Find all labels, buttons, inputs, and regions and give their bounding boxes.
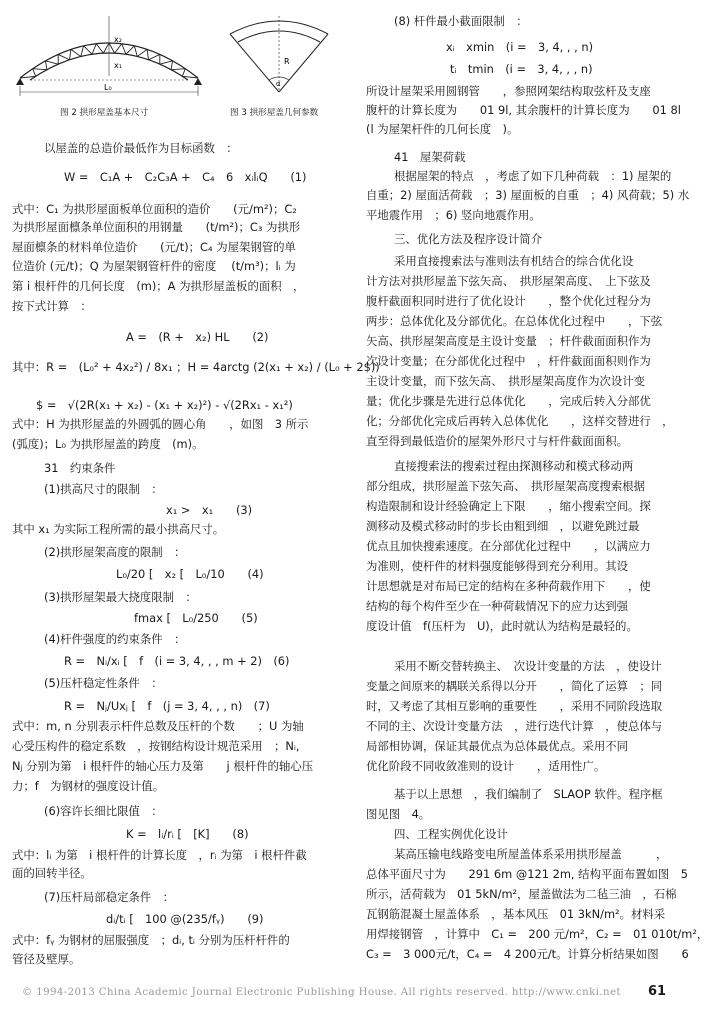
right-text-line-3: tᵢ tmin (i = 3, 4, , , n)	[450, 62, 593, 76]
truss-web-member	[160, 61, 173, 64]
truss-web-member	[33, 69, 36, 77]
right-text-line-27: 为准则，使杆件的材料强度能够得到充分利用。其设	[366, 559, 628, 573]
right-text-line-42: 所示，活荷载为 01 5kN/m²，屋盖做法为二毡三油 ，石棉	[366, 887, 677, 901]
left-text-line-37: 管径及壁厚。	[12, 952, 81, 966]
right-text-line-22: 直接搜索法的搜索过程由探测移动和模式移动两	[394, 459, 634, 473]
right-text-line-26: 优点且加快搜索速度。在分部优化过程中 ，以满应力	[366, 539, 651, 553]
left-text-line-3: 式中：C₁ 为拱形屋面板单位面积的造价 (元/m²)；C₂	[12, 202, 297, 216]
left-text-line-15: (1)拱高尺寸的限制 ：	[44, 482, 163, 496]
truss-web-member	[81, 46, 84, 57]
truss-web-member	[45, 61, 58, 64]
right-text-line-39: 四、工程实例优化设计	[394, 827, 508, 841]
right-text-line-9: 自重；2) 屋面活荷载 ；3) 屋面板的自重 ；4) 风荷载；5) 水	[366, 188, 690, 202]
left-text-line-27: 心受压构件的稳定系数 ，按钢结构设计规范采用 ；Nᵢ,	[12, 739, 300, 753]
right-text-line-33: 时，又考虑了其相互影响的重要性 ，采用不同阶段选取	[366, 699, 663, 713]
left-text-line-7: 第 i 根杆件的几何长度 (m)；A 为拱形屋盖板的面积 ，	[12, 279, 305, 293]
right-text-line-19: 量；优化步骤是先进行总体优化 ，完成后转入分部优	[366, 394, 651, 408]
left-text-line-30: (6)容许长细比限值 ：	[44, 804, 163, 818]
left-text-line-21: fmax [ L₀/250 (5)	[134, 611, 258, 625]
truss-web-member	[134, 46, 137, 57]
left-text-line-5: 屋面檩条的材料单位造价 (元/t)；C₄ 为屋架钢管的单	[12, 240, 296, 254]
right-text-line-41: 总体平面尺寸为 291 6m @121 2m, 结构平面布置如图 5	[366, 867, 688, 881]
fig3-label-r: R	[284, 57, 290, 66]
right-text-line-21: 直至得到最低造价的屋架外形尺寸与杆件截面面积。	[366, 434, 628, 448]
left-text-line-8: 按下式计算 ：	[12, 299, 92, 313]
right-text-line-5: 腹杆的计算长度为 01 9l, 其余腹杆的计算长度为 01 8l	[366, 103, 681, 117]
right-text-line-12: 采用直接搜索法与准则法有机结合的综合优化设	[394, 254, 634, 268]
truss-web-member	[122, 44, 126, 55]
truss-web-member	[58, 54, 69, 59]
truss-web-member	[149, 54, 160, 59]
left-text-line-23: R = Nᵢ/xᵢ [ f (i = 3, 4, , , m + 2) (6)	[64, 654, 290, 668]
truss-web-member	[137, 49, 147, 56]
right-text-line-35: 局部相协调，保证其最优点为总体最优点。采用不同	[366, 739, 628, 753]
truss-web-member	[96, 44, 103, 53]
right-text-line-10: 平地震作用 ；6) 竖向地震作用。	[366, 208, 541, 222]
page-number: 61	[648, 984, 667, 999]
truss-web-member	[70, 49, 71, 59]
figure-3-arch-geometry	[224, 6, 334, 98]
left-text-line-35: dᵢ/tᵢ [ 100 @(235/fᵧ) (9)	[106, 912, 264, 926]
left-text-line-10: 其中：R = (L₀² + 4x₂²) / 8x₁ ；H = 4arctg (2(x₁ + x₂) / (L₀ + 2$))	[12, 360, 380, 374]
right-text-line-13: 计方法对拱形屋盖下弦矢高、 拱形屋架高度、 上下弦及	[366, 274, 651, 288]
truss-web-member	[92, 44, 96, 55]
truss-web-member	[126, 46, 135, 54]
truss-web-member	[171, 61, 173, 70]
truss-web-member	[103, 43, 109, 53]
left-text-line-19: L₀/20 [ x₂ [ L₀/10 (4)	[116, 567, 264, 581]
right-text-line-6: (l 为屋架杆件的几何长度 )。	[366, 122, 519, 136]
right-text-line-36: 优化阶段不同收敛准则的设计 ，适用性广。	[366, 759, 606, 773]
truss-web-member	[33, 69, 47, 70]
right-text-line-2: xᵢ xmin (i = 3, 4, , , n)	[446, 40, 594, 54]
right-text-line-45: C₃ = 3 000元/t，C₄ = 4 200元/t。计算分析结果如图 6	[366, 947, 689, 961]
left-text-line-18: (2)拱形屋架高度的限制 ：	[44, 545, 186, 559]
right-text-line-43: 瓦钢筋混凝土屋盖体系 ，基本风压 01 3kN/m²。材料采	[366, 907, 666, 921]
truss-web-member	[71, 49, 81, 56]
truss-web-member	[45, 61, 46, 70]
left-text-line-26: 式中：m, n 分别表示杆件总数及压杆的个数 ；U 为轴	[12, 719, 304, 733]
right-text-line-31: 采用不断交替转换主、 次设计变量的方法 ，使设计	[394, 659, 662, 673]
left-text-line-2: W = C₁A + C₂C₃A + C₄ 6 xᵢlᵢQ (1)	[64, 170, 307, 184]
left-text-line-1: 以屋盖的总造价最低作为目标函数 ：	[44, 141, 238, 155]
right-text-line-23: 部分组成，拱形屋盖下弦矢高、 拱形屋架高度搜索根据	[366, 479, 646, 493]
left-text-line-34: (7)压杆局部稳定条件 ：	[44, 890, 175, 904]
right-text-line-17: 次设计变量；在分部优化过程中 ，杆件截面面积则作为	[366, 354, 651, 368]
left-text-line-16: x₁ > x₁ (3)	[166, 503, 253, 517]
right-text-line-40: 某高压输电线路变电所屋盖体系采用拱形屋盖 ，	[394, 847, 668, 861]
truss-web-member	[171, 69, 185, 70]
right-text-line-32: 变量之间原来的耦联关系得以分开 ，简化了运算 ；同	[366, 679, 663, 693]
left-text-line-29: 力；f 为钢材的强度设计值。	[12, 779, 165, 793]
fig3-label-alpha: α	[276, 80, 281, 88]
left-text-line-28: Nⱼ 分别为第 i 根杆件的轴心压力及第 j 根杆件的轴心压	[12, 759, 314, 773]
figure-2-arch-truss	[14, 6, 204, 98]
left-text-line-25: R = Nⱼ/Uxⱼ [ f (j = 3, 4, , , n) (7)	[64, 699, 270, 713]
left-text-line-31: K = lᵢ/rᵢ [ [K] (8)	[126, 827, 249, 841]
left-text-line-4: 为拱形屋面檩条单位面积的用钢量 (t/m²)；C₃ 为拱形	[12, 220, 301, 234]
left-text-line-11: $ = √(2R(x₁ + x₂) - (x₁ + x₂)²) - √(2Rx₁ - x₁²)	[36, 398, 293, 412]
left-text-line-9: A = (R + x₂) HL (2)	[126, 330, 269, 344]
truss-web-member	[147, 49, 148, 59]
left-text-line-14: 31 约束条件	[44, 461, 116, 475]
left-text-line-22: (4)杆件强度的约束条件 ：	[44, 632, 186, 646]
right-text-line-16: 矢高、拱形屋架高度是主设计变量 ；杆件截面面积作为	[366, 334, 651, 348]
left-text-line-20: (3)拱形屋架最大挠度限制 ：	[44, 590, 197, 604]
left-text-line-12: 式中：H 为拱形屋盖的外圆弧的圆心角 ，如图 3 所示	[12, 417, 309, 431]
right-text-line-25: 测移动及模式移动时的步长由粗到细 ，以避免跳过最	[366, 519, 640, 533]
figure-3-caption: 图 3 拱形屋盖几何参数	[230, 108, 319, 118]
copyright-footer: © 1994-2013 China Academic Journal Electronic Publishing House. All rights reserved. http://www.cnki.net	[22, 987, 621, 998]
right-text-line-30: 度设计值 f(压杆为 U)，此时就认为结构是最轻的。	[366, 619, 638, 633]
truss-web-member	[109, 43, 115, 53]
right-text-line-7: 41 屋架荷载	[394, 150, 466, 164]
right-text-line-44: 用焊接钢管 ，计算中 C₁ = 200 元/m²，C₂ = 01 010t/m²，	[366, 927, 709, 941]
right-text-line-15: 两步：总体优化及分部优化。在总体优化过程中 ，下弦	[366, 314, 663, 328]
left-text-line-32: 式中：lᵢ 为第 i 根杆件的计算长度 ，rᵢ 为第 i 根杆件截	[12, 848, 307, 862]
right-text-line-8: 根据屋架的特点 ，考虑了如下几种荷载 ：1) 屋架的	[394, 169, 672, 183]
left-text-line-17: 其中 x₁ 为实际工程所需的最小拱高尺寸。	[12, 522, 225, 536]
left-text-line-33: 面的回转半径。	[12, 866, 92, 880]
right-text-line-18: 主设计变量，而下弦矢高、 拱形屋架高度作为次设计变	[366, 374, 646, 388]
fig2-label-x1: x₁	[114, 61, 122, 70]
right-text-line-29: 结构的每个构件至少在一种荷载情况下的应力达到强	[366, 599, 628, 613]
right-text-line-28: 计思想就是对布局已定的结构在多种荷载作用下 ，使	[366, 579, 651, 593]
right-text-line-11: 三、优化方法及程序设计简介	[394, 232, 543, 246]
right-text-line-14: 腹杆截面积同时进行了优化设计 ，整个优化过程分为	[366, 294, 651, 308]
left-text-line-13: (弧度)；L₀ 为拱形屋盖的跨度 (m)。	[12, 437, 204, 451]
right-text-line-38: 图见图 4。	[366, 807, 431, 821]
right-text-line-1: (8) 杆件最小截面限制 ：	[394, 14, 528, 28]
left-text-line-6: 位造价 (元/t)；Q 为屋架钢管杆件的密度 (t/m³)；lᵢ 为	[12, 259, 296, 273]
left-text-line-36: 式中：fᵧ 为钢材的屈服强度 ；dᵢ, tᵢ 分别为压杆杆件的	[12, 933, 290, 947]
right-text-line-20: 化；分部优化完成后再转入总体优化 ，这样交替进行 ，	[366, 414, 674, 428]
fig2-label-l0: L₀	[104, 83, 112, 92]
left-text-line-24: (5)压杆稳定性条件 ：	[44, 676, 163, 690]
right-text-line-34: 不同的主、次设计变量方法 ，进行迭代计算 ，使总体与	[366, 719, 663, 733]
truss-web-member	[182, 69, 185, 77]
figure-2-caption: 图 2 拱形屋盖基本尺寸	[60, 108, 149, 118]
right-text-line-37: 基于以上思想 ，我们编制了 SLAOP 软件。程序框	[394, 787, 663, 801]
right-text-line-4: 所设计屋架采用圆钢管 ，参照网架结构取弦杆及支座	[366, 84, 651, 98]
truss-web-member	[115, 44, 122, 53]
truss-web-member	[84, 46, 93, 54]
fig2-label-x2: x₂	[114, 35, 122, 44]
right-text-line-24: 构造限制和设计经验确定上下限 ，缩小搜索空间。探	[366, 499, 651, 513]
